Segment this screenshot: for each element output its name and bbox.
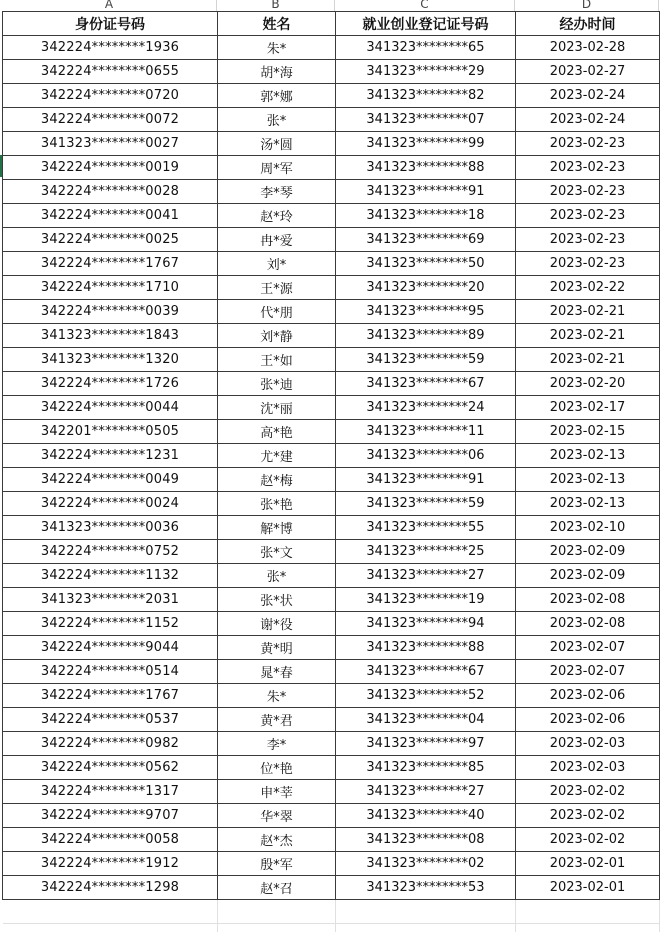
name-cell[interactable]: 李*琴 (218, 180, 336, 204)
employment-cert-cell[interactable]: 341323********91 (336, 468, 516, 492)
process-date-cell[interactable]: 2023-02-02 (516, 780, 660, 804)
name-cell[interactable]: 殷*军 (218, 852, 336, 876)
name-cell[interactable]: 黄*明 (218, 636, 336, 660)
process-date-cell[interactable]: 2023-02-23 (516, 180, 660, 204)
empty-cell[interactable] (516, 900, 660, 924)
name-cell[interactable]: 王*如 (218, 348, 336, 372)
id-number-cell[interactable]: 342224********1726 (3, 372, 218, 396)
process-date-cell[interactable]: 2023-02-17 (516, 396, 660, 420)
table-row (3, 156, 660, 180)
table-row (3, 660, 660, 684)
table-row (3, 180, 660, 204)
empty-cell[interactable] (3, 924, 218, 932)
id-number-cell[interactable]: 341323********0036 (3, 516, 218, 540)
table-row (3, 324, 660, 348)
table-row (3, 612, 660, 636)
id-number-cell[interactable]: 342224********0562 (3, 756, 218, 780)
employment-cert-cell[interactable]: 341323********69 (336, 228, 516, 252)
employment-cert-cell[interactable]: 341323********91 (336, 180, 516, 204)
process-date-cell[interactable]: 2023-02-21 (516, 348, 660, 372)
employment-cert-cell[interactable]: 341323********29 (336, 60, 516, 84)
process-date-cell[interactable]: 2023-02-03 (516, 756, 660, 780)
header-cell-name[interactable]: 姓名 (218, 12, 336, 36)
header-cell-process-date[interactable]: 经办时间 (516, 12, 660, 36)
process-date-cell[interactable]: 2023-02-23 (516, 204, 660, 228)
id-number-cell[interactable]: 342224********1132 (3, 564, 218, 588)
name-cell[interactable]: 李* (218, 732, 336, 756)
table-row (3, 348, 660, 372)
process-date-cell[interactable]: 2023-02-13 (516, 468, 660, 492)
process-date-cell[interactable]: 2023-02-28 (516, 36, 660, 60)
empty-cell[interactable] (218, 900, 336, 924)
process-date-cell[interactable]: 2023-02-02 (516, 828, 660, 852)
name-cell[interactable]: 位*艳 (218, 756, 336, 780)
table-row (3, 204, 660, 228)
id-number-cell[interactable]: 342224********0655 (3, 60, 218, 84)
column-header-a[interactable]: A (2, 0, 217, 11)
employment-cert-cell[interactable]: 341323********59 (336, 492, 516, 516)
process-date-cell[interactable]: 2023-02-06 (516, 708, 660, 732)
table-row (3, 756, 660, 780)
process-date-cell[interactable]: 2023-02-23 (516, 228, 660, 252)
id-number-cell[interactable]: 342224********0049 (3, 468, 218, 492)
id-number-cell[interactable]: 342224********0752 (3, 540, 218, 564)
table-row (3, 828, 660, 852)
process-date-cell[interactable]: 2023-02-10 (516, 516, 660, 540)
employment-cert-cell[interactable]: 341323********27 (336, 780, 516, 804)
table-row (3, 732, 660, 756)
employment-cert-cell[interactable]: 341323********53 (336, 876, 516, 900)
employment-cert-cell[interactable]: 341323********89 (336, 324, 516, 348)
id-number-cell[interactable]: 341323********1843 (3, 324, 218, 348)
name-cell[interactable]: 郭*娜 (218, 84, 336, 108)
employment-cert-cell[interactable]: 341323********20 (336, 276, 516, 300)
employment-cert-cell[interactable]: 341323********82 (336, 84, 516, 108)
table-row (3, 84, 660, 108)
employment-cert-cell[interactable]: 341323********67 (336, 660, 516, 684)
employment-cert-cell[interactable]: 341323********95 (336, 300, 516, 324)
process-date-cell[interactable]: 2023-02-03 (516, 732, 660, 756)
process-date-cell[interactable]: 2023-02-21 (516, 324, 660, 348)
name-cell[interactable]: 周*军 (218, 156, 336, 180)
name-cell[interactable]: 朱* (218, 684, 336, 708)
name-cell[interactable]: 华*翠 (218, 804, 336, 828)
employment-cert-cell[interactable]: 341323********85 (336, 756, 516, 780)
name-cell[interactable]: 赵*召 (218, 876, 336, 900)
name-cell[interactable]: 赵*杰 (218, 828, 336, 852)
id-number-cell[interactable]: 342224********1936 (3, 36, 218, 60)
table-row (3, 420, 660, 444)
employment-cert-cell[interactable]: 341323********24 (336, 396, 516, 420)
table-row (3, 108, 660, 132)
process-date-cell[interactable]: 2023-02-20 (516, 372, 660, 396)
id-number-cell[interactable]: 342224********0072 (3, 108, 218, 132)
table-row (3, 684, 660, 708)
table-row (3, 588, 660, 612)
name-cell[interactable]: 张*文 (218, 540, 336, 564)
process-date-cell[interactable]: 2023-02-15 (516, 420, 660, 444)
header-cell-id-number[interactable]: 身份证号码 (3, 12, 218, 36)
id-number-cell[interactable]: 342201********0505 (3, 420, 218, 444)
employment-cert-cell[interactable]: 341323********07 (336, 108, 516, 132)
id-number-cell[interactable]: 342224********0058 (3, 828, 218, 852)
empty-row (3, 924, 660, 932)
name-cell[interactable]: 刘* (218, 252, 336, 276)
empty-cell[interactable] (336, 924, 516, 932)
employment-cert-cell[interactable]: 341323********50 (336, 252, 516, 276)
table-row (3, 276, 660, 300)
employment-cert-cell[interactable]: 341323********88 (336, 636, 516, 660)
name-cell[interactable]: 冉*爱 (218, 228, 336, 252)
process-date-cell[interactable]: 2023-02-23 (516, 156, 660, 180)
id-number-cell[interactable]: 342224********1317 (3, 780, 218, 804)
name-cell[interactable]: 张*迪 (218, 372, 336, 396)
employment-cert-cell[interactable]: 341323********11 (336, 420, 516, 444)
id-number-cell[interactable]: 342224********1298 (3, 876, 218, 900)
id-number-cell[interactable]: 341323********2031 (3, 588, 218, 612)
process-date-cell[interactable]: 2023-02-01 (516, 876, 660, 900)
table-row (3, 780, 660, 804)
data-table (2, 11, 660, 932)
name-cell[interactable]: 汤*圆 (218, 132, 336, 156)
id-number-cell[interactable]: 341323********1320 (3, 348, 218, 372)
table-row (3, 564, 660, 588)
process-date-cell[interactable]: 2023-02-06 (516, 684, 660, 708)
name-cell[interactable]: 尤*建 (218, 444, 336, 468)
header-row (3, 12, 660, 36)
id-number-cell[interactable]: 342224********0039 (3, 300, 218, 324)
process-date-cell[interactable]: 2023-02-08 (516, 588, 660, 612)
name-cell[interactable]: 张*状 (218, 588, 336, 612)
employment-cert-cell[interactable]: 341323********97 (336, 732, 516, 756)
table-row (3, 468, 660, 492)
id-number-cell[interactable]: 342224********0024 (3, 492, 218, 516)
id-number-cell[interactable]: 342224********1767 (3, 684, 218, 708)
id-number-cell[interactable]: 342224********1152 (3, 612, 218, 636)
id-number-cell[interactable]: 341323********0027 (3, 132, 218, 156)
id-number-cell[interactable]: 342224********1231 (3, 444, 218, 468)
employment-cert-cell[interactable]: 341323********65 (336, 36, 516, 60)
employment-cert-cell[interactable]: 341323********67 (336, 372, 516, 396)
empty-cell[interactable] (336, 900, 516, 924)
table-row (3, 540, 660, 564)
employment-cert-cell[interactable]: 341323********04 (336, 708, 516, 732)
process-date-cell[interactable]: 2023-02-13 (516, 492, 660, 516)
employment-cert-cell[interactable]: 341323********55 (336, 516, 516, 540)
process-date-cell[interactable]: 2023-02-23 (516, 132, 660, 156)
process-date-cell[interactable]: 2023-02-23 (516, 252, 660, 276)
id-number-cell[interactable]: 342224********0044 (3, 396, 218, 420)
column-header-d[interactable]: D (515, 0, 659, 11)
name-cell[interactable]: 张*艳 (218, 492, 336, 516)
process-date-cell[interactable]: 2023-02-08 (516, 612, 660, 636)
name-cell[interactable]: 代*朋 (218, 300, 336, 324)
process-date-cell[interactable]: 2023-02-24 (516, 84, 660, 108)
table-row (3, 516, 660, 540)
name-cell[interactable]: 解*博 (218, 516, 336, 540)
id-number-cell[interactable]: 342224********0041 (3, 204, 218, 228)
process-date-cell[interactable]: 2023-02-22 (516, 276, 660, 300)
name-cell[interactable]: 朱* (218, 36, 336, 60)
id-number-cell[interactable]: 342224********9707 (3, 804, 218, 828)
name-cell[interactable]: 高*艳 (218, 420, 336, 444)
table-row (3, 300, 660, 324)
name-cell[interactable]: 赵*玲 (218, 204, 336, 228)
name-cell[interactable]: 刘*静 (218, 324, 336, 348)
employment-cert-cell[interactable]: 341323********94 (336, 612, 516, 636)
process-date-cell[interactable]: 2023-02-21 (516, 300, 660, 324)
empty-row (3, 900, 660, 924)
process-date-cell[interactable]: 2023-02-02 (516, 804, 660, 828)
empty-cell[interactable] (3, 900, 218, 924)
table-row (3, 852, 660, 876)
employment-cert-cell[interactable]: 341323********99 (336, 132, 516, 156)
employment-cert-cell[interactable]: 341323********40 (336, 804, 516, 828)
table-row (3, 804, 660, 828)
header-cell-employment-cert[interactable]: 就业创业登记证号码 (336, 12, 516, 36)
name-cell[interactable]: 黄*君 (218, 708, 336, 732)
table-row (3, 372, 660, 396)
table-row (3, 492, 660, 516)
process-date-cell[interactable]: 2023-02-13 (516, 444, 660, 468)
id-number-cell[interactable]: 342224********0720 (3, 84, 218, 108)
empty-cell[interactable] (218, 924, 336, 932)
process-date-cell[interactable]: 2023-02-09 (516, 540, 660, 564)
employment-cert-cell[interactable]: 341323********88 (336, 156, 516, 180)
employment-cert-cell[interactable]: 341323********27 (336, 564, 516, 588)
table-row (3, 396, 660, 420)
process-date-cell[interactable]: 2023-02-01 (516, 852, 660, 876)
column-header-bar (0, 0, 661, 11)
employment-cert-cell[interactable]: 341323********19 (336, 588, 516, 612)
process-date-cell[interactable]: 2023-02-07 (516, 660, 660, 684)
name-cell[interactable]: 沈*丽 (218, 396, 336, 420)
table-row (3, 444, 660, 468)
name-cell[interactable]: 赵*梅 (218, 468, 336, 492)
table-row (3, 636, 660, 660)
employment-cert-cell[interactable]: 341323********59 (336, 348, 516, 372)
id-number-cell[interactable]: 342224********0982 (3, 732, 218, 756)
process-date-cell[interactable]: 2023-02-07 (516, 636, 660, 660)
name-cell[interactable]: 王*源 (218, 276, 336, 300)
name-cell[interactable]: 申*莘 (218, 780, 336, 804)
id-number-cell[interactable]: 342224********0537 (3, 708, 218, 732)
id-number-cell[interactable]: 342224********1710 (3, 276, 218, 300)
table-row (3, 132, 660, 156)
table-row (3, 60, 660, 84)
id-number-cell[interactable]: 342224********0514 (3, 660, 218, 684)
column-header-b[interactable]: B (217, 0, 335, 11)
name-cell[interactable]: 张* (218, 564, 336, 588)
name-cell[interactable]: 张* (218, 108, 336, 132)
id-number-cell[interactable]: 342224********9044 (3, 636, 218, 660)
empty-cell[interactable] (516, 924, 660, 932)
employment-cert-cell[interactable]: 341323********52 (336, 684, 516, 708)
employment-cert-cell[interactable]: 341323********02 (336, 852, 516, 876)
employment-cert-cell[interactable]: 341323********25 (336, 540, 516, 564)
column-header-c[interactable]: C (335, 0, 515, 11)
table-row (3, 876, 660, 900)
process-date-cell[interactable]: 2023-02-24 (516, 108, 660, 132)
id-number-cell[interactable]: 342224********0028 (3, 180, 218, 204)
id-number-cell[interactable]: 342224********0019 (3, 156, 218, 180)
name-cell[interactable]: 胡*海 (218, 60, 336, 84)
name-cell[interactable]: 谢*役 (218, 612, 336, 636)
employment-cert-cell[interactable]: 341323********08 (336, 828, 516, 852)
process-date-cell[interactable]: 2023-02-27 (516, 60, 660, 84)
table-row (3, 252, 660, 276)
employment-cert-cell[interactable]: 341323********06 (336, 444, 516, 468)
table-row (3, 36, 660, 60)
table-row (3, 708, 660, 732)
process-date-cell[interactable]: 2023-02-09 (516, 564, 660, 588)
employment-cert-cell[interactable]: 341323********18 (336, 204, 516, 228)
id-number-cell[interactable]: 342224********1767 (3, 252, 218, 276)
id-number-cell[interactable]: 342224********0025 (3, 228, 218, 252)
id-number-cell[interactable]: 342224********1912 (3, 852, 218, 876)
name-cell[interactable]: 晁*春 (218, 660, 336, 684)
table-row (3, 228, 660, 252)
